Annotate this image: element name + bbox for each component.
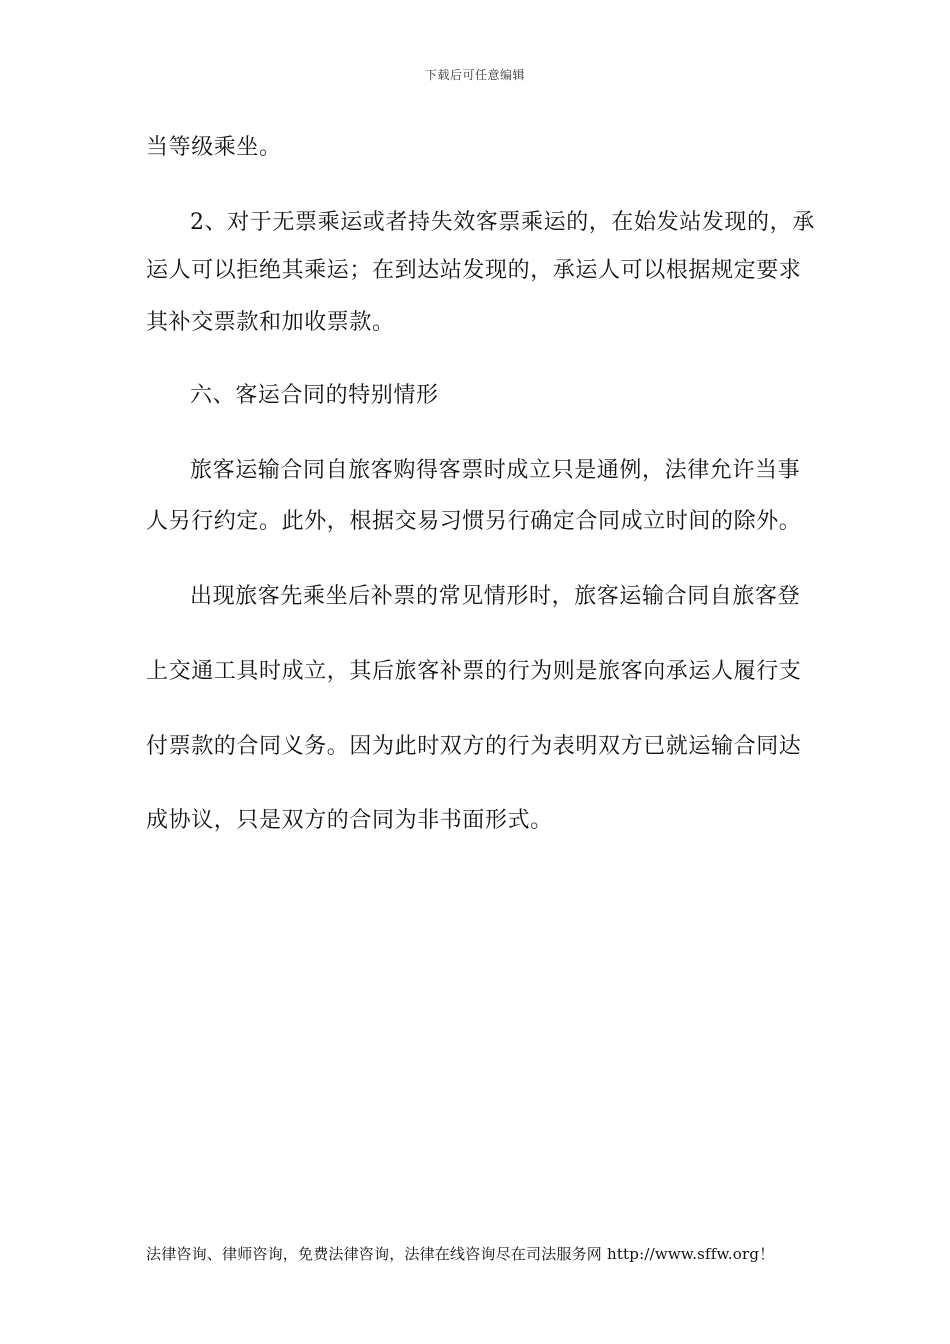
body-line: 出现旅客先乘坐后补票的常见情形时，旅客运输合同自旅客登 [190, 584, 801, 609]
body-line: 旅客运输合同自旅客购得客票时成立只是通例，法律允许当事 [190, 458, 801, 483]
body-line: 2、对于无票乘运或者持失效客票乘运的，在始发站发现的，承 [190, 210, 815, 235]
body-line: 运人可以拒绝其乘运；在到达站发现的，承运人可以根据规定要求 [146, 258, 802, 283]
body-line: 上交通工具时成立，其后旅客补票的行为则是旅客向承运人履行支 [146, 659, 802, 684]
page-header: 下载后可任意编辑 [424, 68, 525, 82]
body-line: 其补交票款和加收票款。 [146, 310, 395, 335]
body-line: 当等级乘坐。 [146, 135, 282, 160]
body-line: 人另行约定。此外，根据交易习惯另行确定合同成立时间的除外。 [146, 509, 802, 534]
section-heading: 六、客运合同的特别情形 [190, 383, 439, 408]
body-line: 成协议，只是双方的合同为非书面形式。 [146, 808, 553, 833]
page-footer: 法律咨询、律师咨询，免费法律咨询，法律在线咨询尽在司法服务网 http://www.sffw.org！ [146, 1245, 775, 1263]
body-line: 付票款的合同义务。因为此时双方的行为表明双方已就运输合同达 [146, 734, 802, 759]
